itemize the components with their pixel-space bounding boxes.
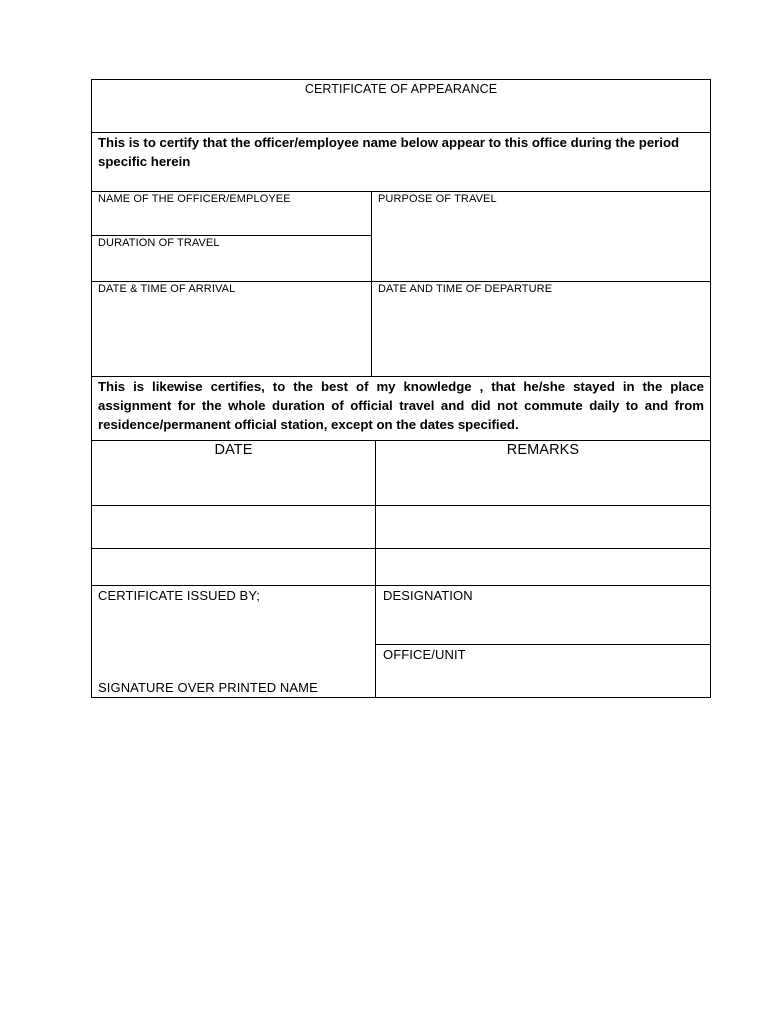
duration-field-cell[interactable]: [91, 235, 372, 282]
departure-field-label: DATE AND TIME OF DEPARTURE: [378, 283, 553, 295]
designation-cell[interactable]: [375, 585, 711, 645]
certification-text: This is likewise certifies, to the best of my knowledge , that he/she stayed in the place assignment for the whole duration of official travel and did not commute daily to and from residence/permanent official station, except on the dates specified.: [98, 379, 704, 432]
intro-cell: [91, 132, 711, 192]
remarks-cell-2[interactable]: [375, 548, 711, 586]
designation-label: DESIGNATION: [383, 588, 473, 603]
departure-field-cell[interactable]: [371, 281, 711, 377]
arrival-field-label: DATE & TIME OF ARRIVAL: [98, 283, 236, 295]
arrival-field-cell[interactable]: [91, 281, 372, 377]
name-field-label: NAME OF THE OFFICER/EMPLOYEE: [98, 193, 291, 205]
date-column-header: DATE: [214, 442, 253, 458]
form-title: CERTIFICATE OF APPEARANCE: [304, 82, 498, 96]
certification-cell: [91, 376, 711, 441]
duration-field-label: DURATION OF TRAVEL: [98, 237, 220, 249]
name-field-cell[interactable]: [91, 191, 372, 236]
remarks-header-cell: [375, 440, 711, 506]
date-header-cell: [91, 440, 376, 506]
office-unit-cell[interactable]: [375, 644, 711, 698]
purpose-field-label: PURPOSE OF TRAVEL: [378, 193, 497, 205]
remarks-column-header: REMARKS: [506, 442, 580, 458]
date-cell-2[interactable]: [91, 548, 376, 586]
certificate-form: [91, 79, 711, 698]
date-cell-1[interactable]: [91, 505, 376, 549]
title-cell: [91, 79, 711, 133]
issued-by-cell[interactable]: [91, 585, 376, 698]
remarks-cell-1[interactable]: [375, 505, 711, 549]
purpose-field-cell[interactable]: [371, 191, 711, 282]
issued-by-label: CERTIFICATE ISSUED BY;: [98, 588, 260, 603]
intro-text: This is to certify that the officer/employee name below appear to this office during the period specific herein: [98, 135, 680, 169]
office-unit-label: OFFICE/UNIT: [383, 647, 466, 662]
signature-label: SIGNATURE OVER PRINTED NAME: [98, 680, 318, 695]
